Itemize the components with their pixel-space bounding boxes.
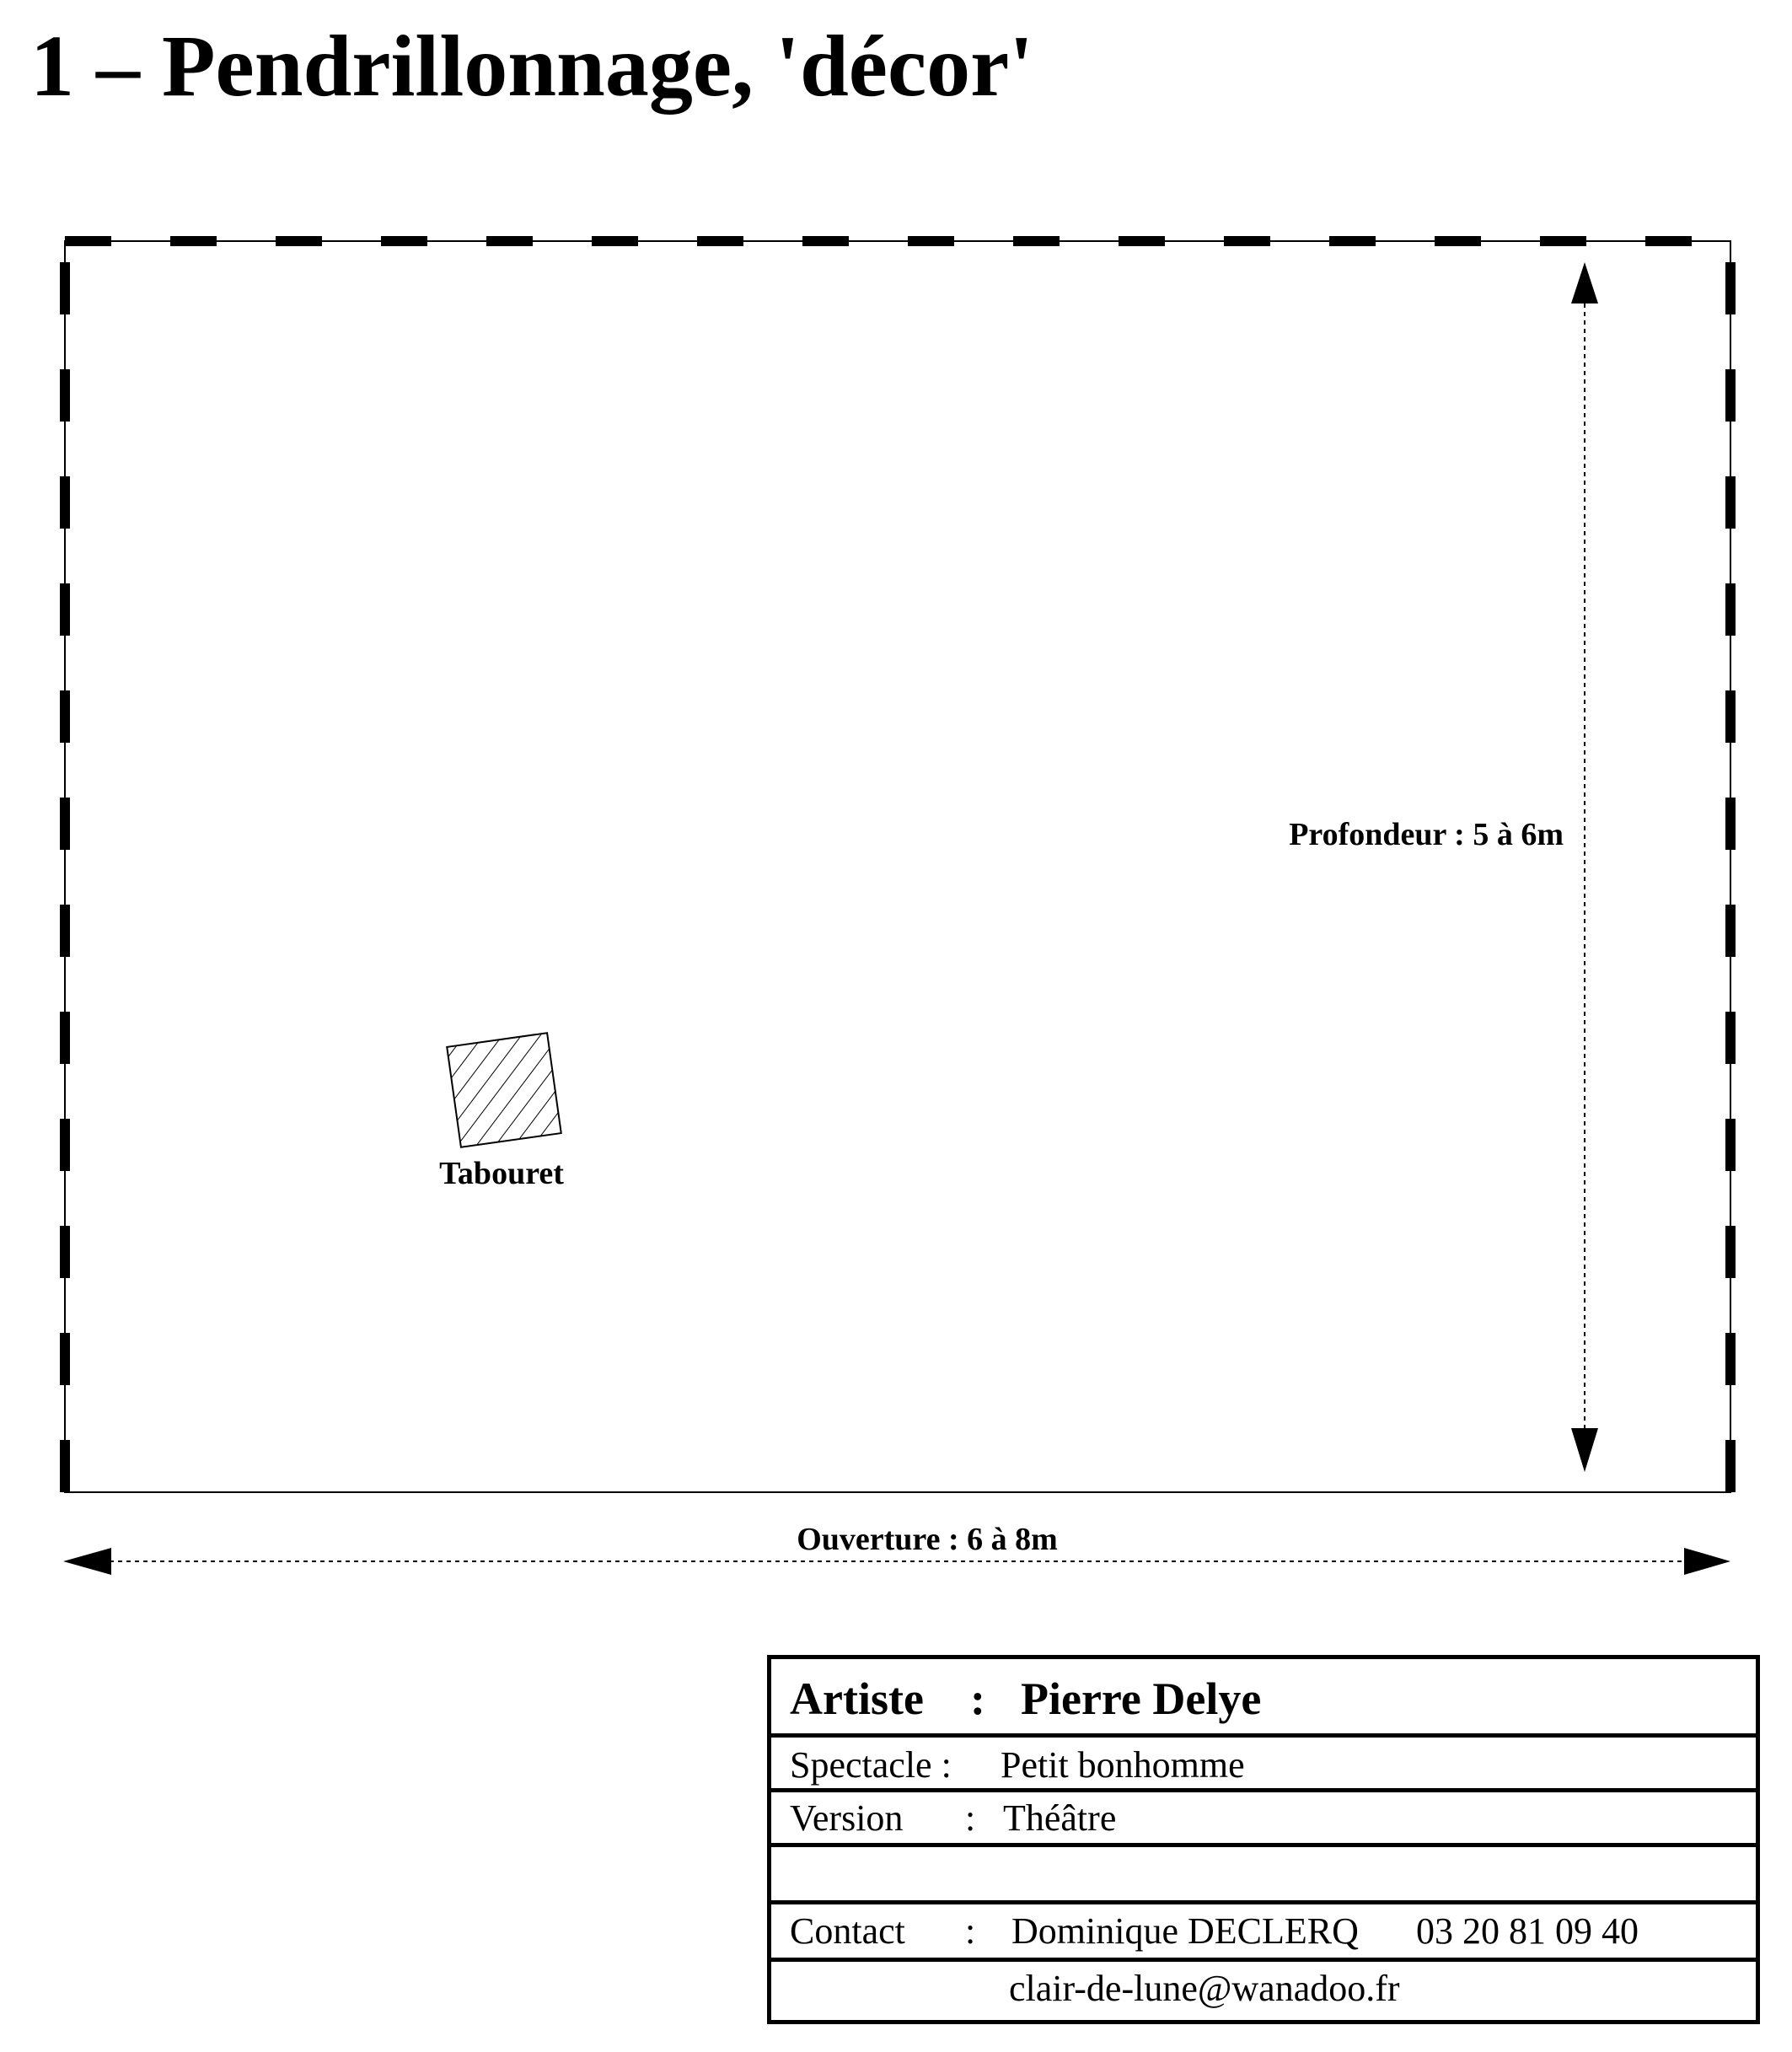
- contact-name: Dominique DECLERQ: [1011, 1910, 1359, 1952]
- depth-arrow-up-icon: [1571, 262, 1598, 304]
- stool-icon: [447, 1033, 561, 1147]
- contact-row: [771, 1904, 1756, 1962]
- width-arrow-right-icon: [1684, 1548, 1730, 1575]
- contact-email: clair-de-lune@wanadoo.fr: [1009, 1968, 1400, 2009]
- version-label: Version: [790, 1797, 904, 1839]
- artist-label: Artiste: [790, 1673, 924, 1724]
- version-value: Théâtre: [1003, 1797, 1117, 1839]
- show-label: Spectacle :: [790, 1744, 952, 1786]
- width-label: Ouverture : 6 à 8m: [797, 1522, 1058, 1557]
- version-row: [771, 1792, 1756, 1847]
- depth-arrow-down-icon: [1571, 1428, 1598, 1472]
- stool-label: Tabouret: [439, 1156, 564, 1191]
- depth-label: Profondeur : 5 à 6m: [1289, 817, 1564, 852]
- artist-separator: :: [970, 1673, 985, 1724]
- contact-phone: 03 20 81 09 40: [1416, 1910, 1639, 1952]
- show-row: [771, 1738, 1756, 1792]
- version-separator: :: [965, 1797, 976, 1839]
- contact-label: Contact: [790, 1910, 905, 1952]
- email-row: [771, 1962, 1756, 2020]
- width-arrow-left-icon: [63, 1548, 111, 1575]
- artist-row: [771, 1659, 1756, 1738]
- contact-separator: :: [965, 1910, 976, 1952]
- stage-outline: [65, 241, 1730, 1492]
- artist-name: Pierre Delye: [1021, 1673, 1262, 1724]
- page-title: 1 – Pendrillonnage, 'décor': [30, 18, 1034, 115]
- empty-row: [771, 1847, 1756, 1904]
- info-cartouche: [767, 1655, 1760, 2024]
- show-value: Petit bonhomme: [1001, 1744, 1245, 1786]
